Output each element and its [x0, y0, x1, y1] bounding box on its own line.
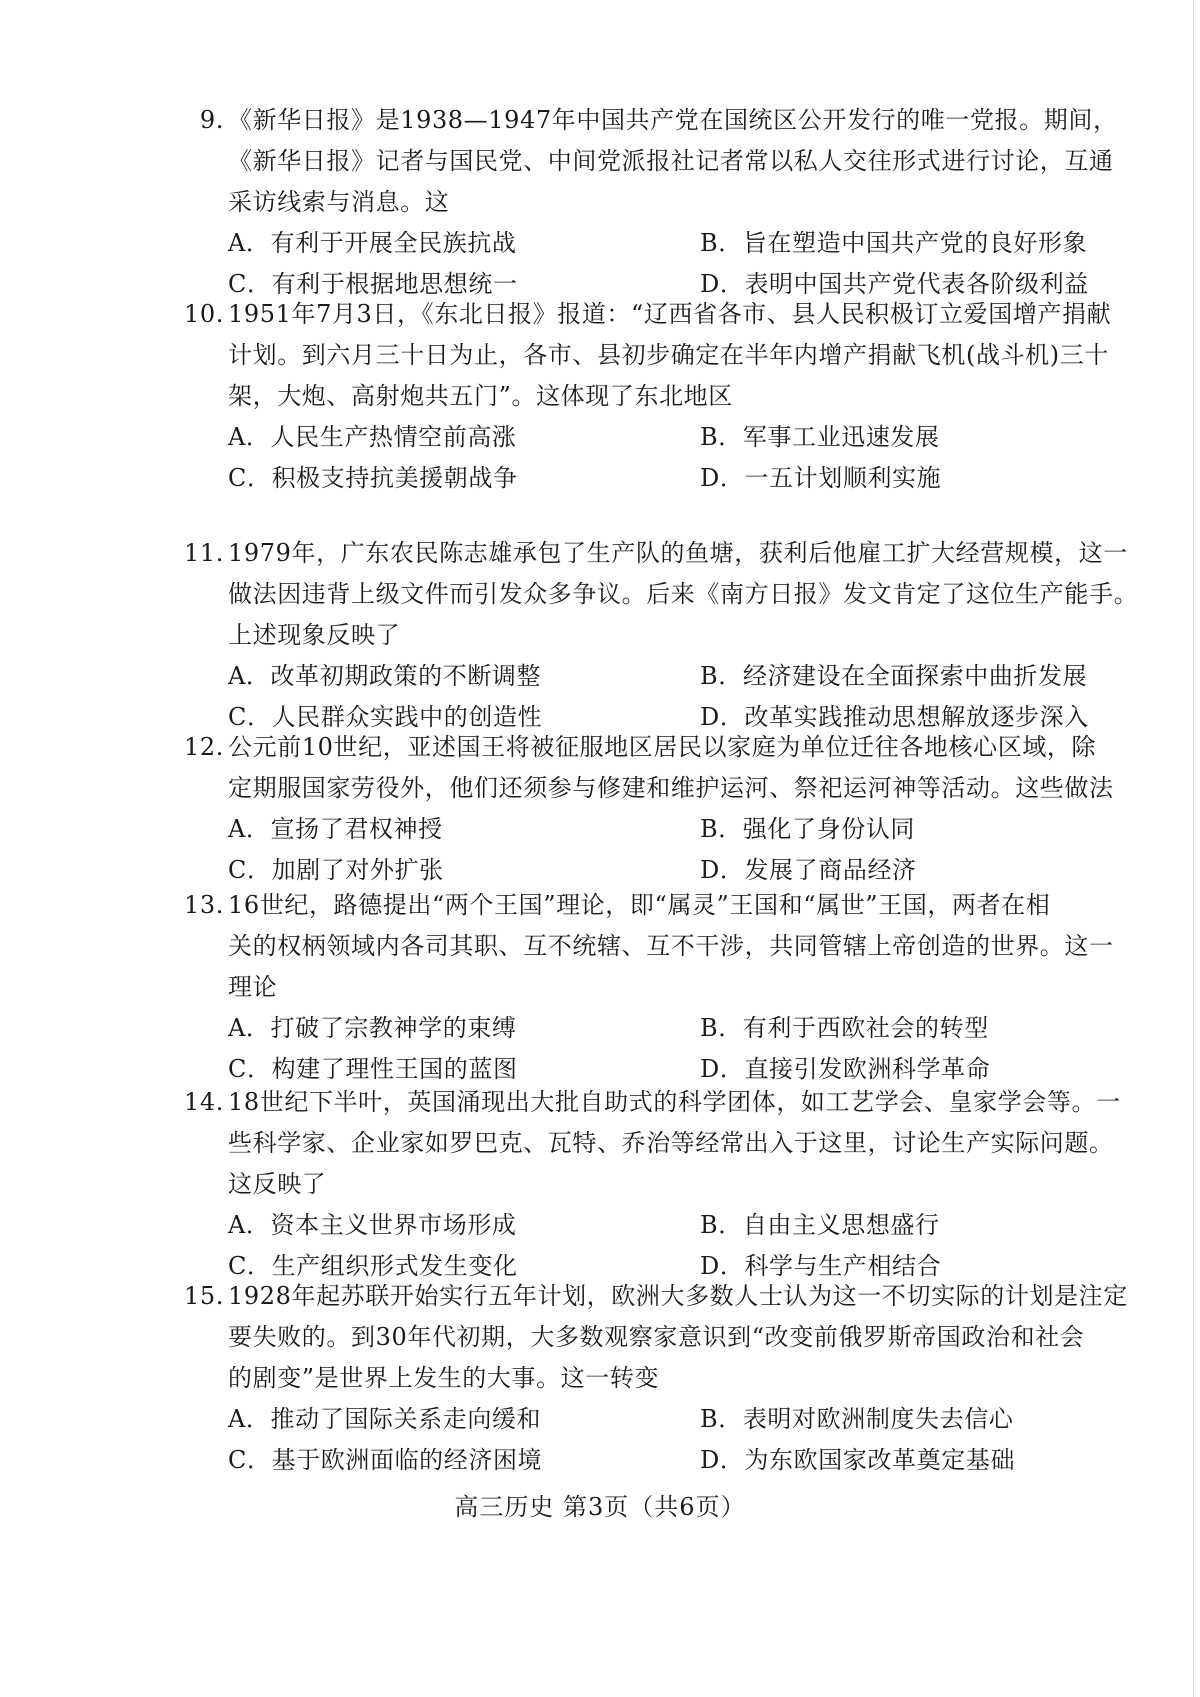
- question-stem-line: [168, 376, 1108, 417]
- option-c: C．加剧了对外扩张: [228, 856, 444, 884]
- option-b: B．自由主义思想盛行: [700, 1211, 940, 1239]
- question-stem-text: 这反映了: [228, 1170, 327, 1198]
- option-row: [168, 1205, 1108, 1246]
- option-a: A．有利于开展全民族抗战: [228, 229, 517, 257]
- option-row: [168, 458, 1108, 499]
- option-a: A．宣扬了君权神授: [228, 815, 443, 843]
- question-stem-line: [168, 141, 1114, 182]
- question-stem-text: 《新华日报》记者与国民党、中间党派报社记者常以私人交往形式进行讨论，互通: [228, 147, 1114, 175]
- question-stem-line: [168, 335, 1108, 376]
- question-stem-line: [168, 574, 1139, 615]
- question-stem-text: 关的权柄领域内各司其职、互不统辖、互不干涉，共同管辖上帝创造的世界。这一: [228, 932, 1114, 960]
- option-row: [168, 656, 1108, 697]
- option-a: A．改革初期政策的不断调整: [228, 662, 542, 690]
- question-stem-text: 要失败的。到30年代初期，大多数观察家意识到“改变前俄罗斯帝国政治和社会: [228, 1323, 1085, 1351]
- question-stem-text: 采访线索与消息。这: [228, 188, 450, 216]
- question-stem-text: 1979年，广东农民陈志雄承包了生产队的鱼塘，获利后他雇工扩大经营规模，这一: [228, 539, 1128, 567]
- option-b: B．有利于西欧社会的转型: [700, 1014, 989, 1042]
- option-c: C．积极支持抗美援朝战争: [228, 464, 518, 492]
- question-number: 13.: [184, 891, 224, 919]
- option-c: C．人民群众实践中的创造性: [228, 703, 543, 731]
- question-stem-text: 的剧变”是世界上发生的大事。这一转变: [228, 1364, 660, 1392]
- question-stem-line: [168, 1276, 1128, 1317]
- question-stem-text: 计划。到六月三十日为止，各市、县初步确定在半年内增产捐献飞机(战斗机)三十: [228, 341, 1109, 369]
- question-10: [168, 294, 1112, 499]
- question-stem-line: [168, 1082, 1121, 1123]
- question-number: 9.: [199, 106, 224, 134]
- option-a: A．推动了国际关系走向缓和: [228, 1405, 542, 1433]
- question-stem-text: 公元前10世纪，亚述国王将被征服地区居民以家庭为单位迁往各地核心区域，除: [228, 733, 1097, 761]
- option-row: [168, 809, 1108, 850]
- option-c: C．有利于根据地思想统一: [228, 270, 518, 298]
- question-stem-text: 做法因违背上级文件而引发众多争议。后来《南方日报》发文肯定了这位生产能手。: [228, 580, 1139, 608]
- question-15: [168, 1276, 1128, 1481]
- question-stem-text: 理论: [228, 973, 278, 1001]
- question-stem-text: 18世纪下半叶，英国涌现出大批自助式的科学团体，如工艺学会、皇家学会等。一: [228, 1088, 1121, 1116]
- question-stem-text: 定期服国家劳役外，他们还须参与修建和维护运河、祭祀运河神等活动。这些做法: [228, 774, 1114, 802]
- question-stem-line: [168, 1358, 1108, 1399]
- question-9: [168, 100, 1118, 305]
- question-stem-text: 些科学家、企业家如罗巴克、瓦特、乔治等经常出入于这里，讨论生产实际问题。: [228, 1129, 1114, 1157]
- question-stem-line: [168, 1164, 1108, 1205]
- option-b: B．经济建设在全面探索中曲折发展: [700, 662, 1088, 690]
- question-12: [168, 727, 1114, 891]
- option-d: D．直接引发欧洲科学革命: [700, 1055, 991, 1083]
- option-d: D．一五计划顺利实施: [700, 464, 942, 492]
- question-number: 10.: [184, 300, 224, 328]
- question-stem-line: [168, 727, 1108, 768]
- option-b: B．表明对欧洲制度失去信心: [700, 1405, 1014, 1433]
- question-stem-text: 架，大炮、高射炮共五门”。这体现了东北地区: [228, 382, 733, 410]
- option-c: C．构建了理性王国的蓝图: [228, 1055, 518, 1083]
- option-row: [168, 1399, 1108, 1440]
- page-footer: 高三历史 第3页（共6页）: [454, 1493, 746, 1521]
- option-b: B．旨在塑造中国共产党的良好形象: [700, 229, 1088, 257]
- option-d: D．科学与生产相结合: [700, 1252, 942, 1280]
- option-d: D．改革实践推动思想解放逐步深入: [700, 703, 1089, 731]
- question-stem-line: [168, 533, 1128, 574]
- question-stem-line: [168, 768, 1114, 809]
- question-number: 11.: [184, 539, 224, 567]
- option-d: D．表明中国共产党代表各阶级利益: [700, 270, 1089, 298]
- option-row: [168, 223, 1108, 264]
- option-d: D．为东欧国家改革奠定基础: [700, 1446, 1016, 1474]
- question-number: 15.: [184, 1282, 224, 1310]
- option-a: A．打破了宗教神学的束缚: [228, 1014, 517, 1042]
- question-number: 14.: [184, 1088, 224, 1116]
- question-stem-line: [168, 294, 1112, 335]
- option-row: [168, 1440, 1108, 1481]
- option-b: B．军事工业迅速发展: [700, 423, 940, 451]
- question-stem-text: 16世纪，路德提出“两个王国”理论，即“属灵”王国和“属世”王国，两者在相: [228, 891, 1051, 919]
- scan-edge-line: [1193, 0, 1194, 1697]
- question-stem-text: 上述现象反映了: [228, 621, 401, 649]
- question-stem-line: [168, 1123, 1114, 1164]
- question-stem-line: [168, 615, 1108, 656]
- option-a: A．资本主义世界市场形成: [228, 1211, 517, 1239]
- question-11: [168, 533, 1139, 738]
- question-14: [168, 1082, 1121, 1287]
- question-stem-text: 1951年7月3日，《东北日报》报道：“辽西省各市、县人民积极订立爱国增产捐献: [228, 300, 1112, 328]
- question-13: [168, 885, 1114, 1090]
- question-stem-line: [168, 967, 1108, 1008]
- question-number: 12.: [184, 733, 224, 761]
- question-stem-text: 1928年起苏联开始实行五年计划，欧洲大多数人士认为这一不切实际的计划是注定: [228, 1282, 1128, 1310]
- option-c: C．基于欧洲面临的经济困境: [228, 1446, 543, 1474]
- question-stem-text: 《新华日报》是1938—1947年中国共产党在国统区公开发行的唯一党报。期间，: [228, 106, 1118, 134]
- question-stem-line: [168, 926, 1114, 967]
- question-stem-line: [168, 1317, 1108, 1358]
- question-stem-line: [168, 100, 1118, 141]
- option-b: B．强化了身份认同: [700, 815, 916, 843]
- option-row: [168, 1008, 1108, 1049]
- question-stem-line: [168, 885, 1108, 926]
- question-stem-line: [168, 182, 1108, 223]
- option-row: [168, 417, 1108, 458]
- option-c: C．生产组织形式发生变化: [228, 1252, 518, 1280]
- option-d: D．发展了商品经济: [700, 856, 917, 884]
- option-a: A．人民生产热情空前高涨: [228, 423, 517, 451]
